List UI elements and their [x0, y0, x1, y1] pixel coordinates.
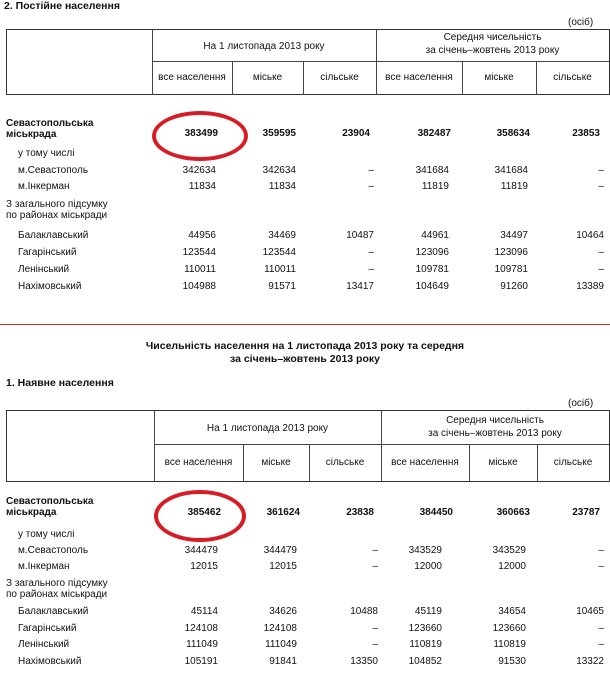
cell: 124108	[184, 623, 218, 634]
cell: 110819	[409, 639, 442, 650]
cell: –	[368, 165, 374, 176]
cell: 123660	[492, 623, 526, 634]
cell: 383499	[184, 128, 218, 139]
cell: 384450	[419, 507, 453, 518]
cell: 385462	[187, 507, 221, 518]
cell: 104988	[182, 281, 216, 292]
row-label: Нахімовський	[18, 281, 82, 292]
row-label: м.Інкерман	[18, 561, 70, 572]
cell: 23838	[346, 507, 374, 518]
col-divider	[152, 29, 153, 95]
cell: –	[368, 247, 374, 258]
cell: 34497	[500, 230, 528, 241]
row-label: Ленінський	[18, 639, 70, 650]
cell: 10464	[576, 230, 604, 241]
cell: 110011	[264, 264, 296, 275]
section-heading: 2. Постійне населення	[4, 0, 120, 12]
cell: 342634	[262, 165, 296, 176]
section-divider	[0, 324, 610, 325]
cell: 360663	[496, 507, 530, 518]
cell: 123544	[182, 247, 216, 258]
cell: 109781	[494, 264, 528, 275]
row-label: Балаклавський	[18, 606, 89, 617]
cell: 123096	[415, 247, 449, 258]
cell: 34654	[498, 606, 526, 617]
row-label: по районах міськради	[6, 589, 108, 600]
col-header: міське	[488, 457, 518, 468]
row-label: Ленінський	[18, 264, 70, 275]
cell: 13350	[350, 656, 378, 667]
cell: 10488	[350, 606, 378, 617]
row-label-city: Севастопольська	[6, 496, 94, 507]
col-header: сільське	[325, 457, 365, 468]
row-label: у тому числі	[18, 148, 75, 159]
col-header: все населення	[158, 72, 226, 83]
row-label: З загального підсумку	[6, 578, 108, 589]
col-header: все населення	[391, 457, 459, 468]
cell: –	[598, 181, 604, 192]
cell: –	[372, 639, 378, 650]
row-label: Гагарінський	[18, 247, 77, 258]
cell: –	[372, 545, 378, 556]
cell: 110819	[493, 639, 526, 650]
group-header-avg-1: Середня чисельність	[446, 415, 544, 426]
cell: 123660	[408, 623, 442, 634]
cell: 123544	[262, 247, 296, 258]
cell: 23853	[572, 128, 600, 139]
cell: 341684	[494, 165, 528, 176]
cell: 110011	[184, 264, 216, 275]
cell: –	[598, 264, 604, 275]
cell: 105191	[184, 656, 218, 667]
cell: 91530	[498, 656, 526, 667]
row-label-city: Севастопольська	[6, 118, 94, 129]
cell: 342634	[182, 165, 216, 176]
cell: 91260	[500, 281, 528, 292]
cell: 11819	[421, 181, 449, 192]
cell: 10487	[346, 230, 374, 241]
section-heading: 1. Наявне населення	[6, 377, 114, 389]
cell: 341684	[415, 165, 449, 176]
row-label: у тому числі	[18, 529, 75, 540]
group-header-avg-2: за січень–жовтень 2013 року	[425, 45, 560, 56]
cell: 13417	[346, 281, 374, 292]
cell: 12015	[269, 561, 297, 572]
cell: 45114	[190, 606, 218, 617]
cell: 104852	[408, 656, 442, 667]
row-label: Гагарінський	[18, 623, 77, 634]
unit-label: (осіб)	[568, 17, 594, 28]
row-label: по районах міськради	[6, 210, 108, 221]
cell: 124108	[263, 623, 297, 634]
cell: 13322	[576, 656, 604, 667]
row-label: м.Інкерман	[18, 181, 70, 192]
row-label: З загального підсумку	[6, 199, 108, 210]
cell: –	[368, 181, 374, 192]
row-label: м.Севастополь	[18, 165, 89, 176]
document-title: за січень–жовтень 2013 року	[230, 353, 380, 365]
row-divider	[152, 61, 609, 62]
section-permanent-population	[0, 0, 610, 320]
row-label-city: міськрада	[6, 129, 57, 140]
cell: –	[598, 561, 604, 572]
col-header: все населення	[385, 72, 453, 83]
cell: 23904	[342, 128, 370, 139]
cell: 23787	[572, 507, 600, 518]
cell: –	[598, 247, 604, 258]
cell: 91571	[268, 281, 296, 292]
group-header-nov: На 1 листопада 2013 року	[206, 423, 329, 434]
document-title: Чисельність населення на 1 листопада 2013 року та середня	[145, 340, 465, 352]
cell: 109781	[415, 264, 449, 275]
cell: 343529	[492, 545, 526, 556]
cell: 34469	[268, 230, 296, 241]
cell: 111049	[186, 639, 218, 650]
col-header: сільське	[553, 457, 593, 468]
cell: 12000	[414, 561, 442, 572]
cell: 111049	[265, 639, 297, 650]
cell: 10465	[576, 606, 604, 617]
cell: 13389	[576, 281, 604, 292]
row-divider	[154, 444, 609, 445]
cell: –	[372, 623, 378, 634]
col-header: міське	[261, 457, 291, 468]
cell: 11834	[188, 181, 216, 192]
cell: 104649	[415, 281, 449, 292]
unit-label: (осіб)	[568, 398, 594, 409]
cell: –	[598, 623, 604, 634]
cell: 44956	[188, 230, 216, 241]
cell: 11834	[268, 181, 296, 192]
row-label: Нахімовський	[18, 656, 82, 667]
cell: 34626	[269, 606, 297, 617]
row-label: Балаклавський	[18, 230, 89, 241]
cell: –	[598, 639, 604, 650]
group-header-avg-1: Середня чисельність	[443, 32, 542, 43]
cell: –	[368, 264, 374, 275]
group-header-avg-2: за січень–жовтень 2013 року	[428, 428, 562, 439]
cell: 358634	[496, 128, 530, 139]
cell: 11819	[500, 181, 528, 192]
cell: –	[372, 561, 378, 572]
col-header: сільське	[320, 72, 359, 83]
cell: 44961	[421, 230, 449, 241]
cell: 382487	[417, 128, 451, 139]
col-header: міське	[252, 72, 283, 83]
cell: 361624	[266, 507, 300, 518]
cell: –	[598, 545, 604, 556]
cell: –	[598, 165, 604, 176]
section-present-population	[0, 330, 610, 674]
cell: 343529	[408, 545, 442, 556]
col-divider	[154, 410, 155, 482]
cell: 344479	[184, 545, 218, 556]
cell: 344479	[263, 545, 297, 556]
col-header: сільське	[553, 72, 592, 83]
cell: 12000	[498, 561, 526, 572]
row-label: м.Севастополь	[18, 545, 89, 556]
cell: 359595	[262, 128, 296, 139]
col-header: міське	[484, 72, 514, 83]
col-header: все населення	[164, 457, 233, 468]
cell: 45119	[414, 606, 442, 617]
group-header-nov: На 1 листопада 2013 року	[203, 41, 325, 52]
cell: 91841	[269, 656, 297, 667]
row-label-city: міськрада	[6, 507, 57, 518]
cell: 123096	[494, 247, 528, 258]
cell: 12015	[190, 561, 218, 572]
